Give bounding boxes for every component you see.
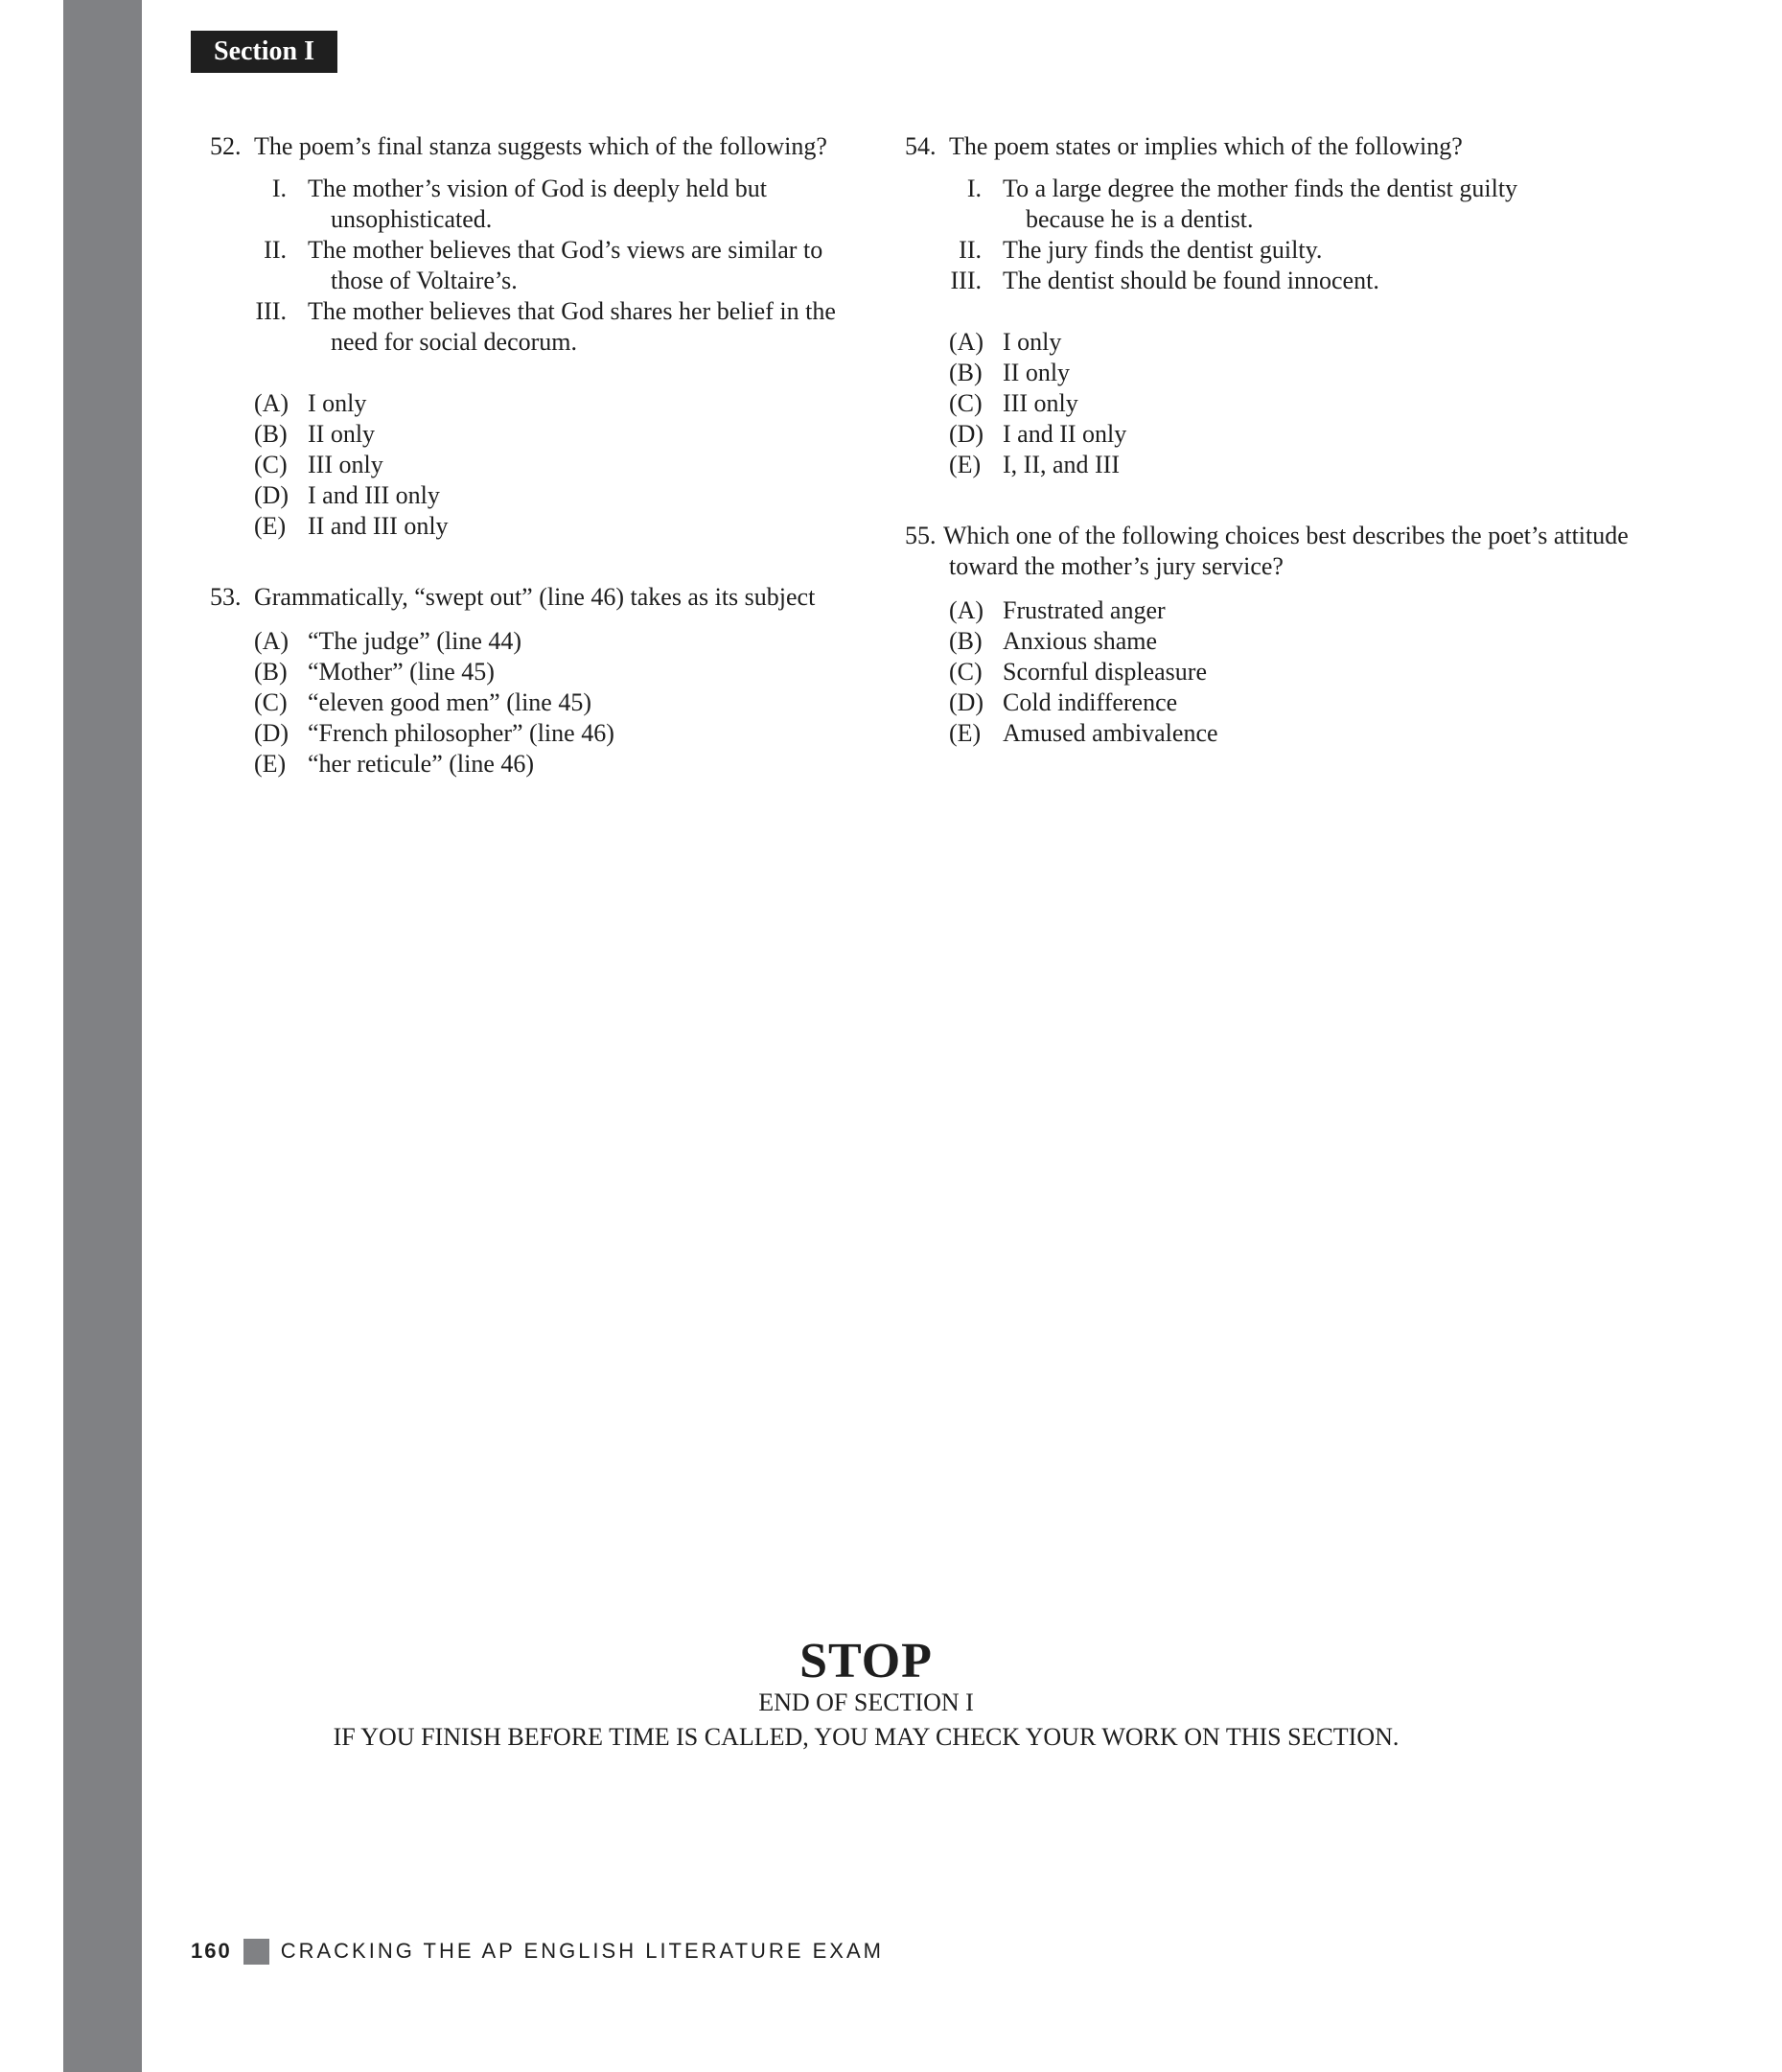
numeral-label: II. xyxy=(959,236,982,264)
stop-title: STOP xyxy=(799,1634,933,1688)
numeral-item xyxy=(252,235,843,296)
question-stem: Grammatically, “swept out” (line 46) takes as its subject xyxy=(254,583,816,611)
option-text: “Mother” (line 45) xyxy=(308,658,495,686)
question-stem: The poem’s final stanza suggests which of the following? xyxy=(254,132,827,160)
option-letter: (B) xyxy=(254,420,288,448)
numeral-item xyxy=(252,174,843,235)
question-stem: The poem states or implies which of the following? xyxy=(949,132,1463,160)
option-letter: (C) xyxy=(254,688,288,716)
numeral-item xyxy=(252,296,843,358)
section-tab: Section I xyxy=(191,31,337,73)
answer-option xyxy=(949,657,1633,687)
option-letter: (C) xyxy=(949,658,983,686)
option-text: “her reticule” (line 46) xyxy=(308,750,535,778)
numeral-label: III. xyxy=(255,297,287,325)
answer-option xyxy=(949,327,1633,358)
option-text: I only xyxy=(1003,328,1062,356)
question-54 xyxy=(905,131,1633,480)
option-text: I only xyxy=(308,389,367,417)
answer-options xyxy=(949,595,1633,749)
answer-option xyxy=(949,595,1633,626)
question-53 xyxy=(210,582,843,780)
option-text: Frustrated anger xyxy=(1003,596,1166,624)
option-text: “eleven good men” (line 45) xyxy=(308,688,591,716)
page-footer xyxy=(191,1936,884,1967)
option-text: Amused ambivalence xyxy=(1003,719,1218,747)
answer-option xyxy=(949,358,1633,388)
option-text: II only xyxy=(1003,359,1071,386)
option-letter: (C) xyxy=(254,451,288,478)
answer-option xyxy=(949,687,1633,718)
answer-option xyxy=(949,388,1633,419)
option-letter: (A) xyxy=(949,596,984,624)
page-sidebar-bar xyxy=(63,0,142,2072)
option-letter: (E) xyxy=(949,451,982,478)
option-text: III only xyxy=(308,451,383,478)
question-number: 54. xyxy=(905,132,937,160)
answer-option xyxy=(254,687,843,718)
option-text: I, II, and III xyxy=(1003,451,1120,478)
answer-option xyxy=(949,450,1633,480)
numeral-label: I. xyxy=(966,175,982,202)
numeral-label: III. xyxy=(950,267,982,294)
left-column xyxy=(210,131,843,780)
answer-option xyxy=(254,626,843,657)
answer-option xyxy=(254,511,843,542)
question-52 xyxy=(210,131,843,542)
numeral-text: The mother believes that God’s views are similar to those of Voltaire’s. xyxy=(308,236,823,294)
question-55 xyxy=(905,521,1633,749)
numeral-text: The dentist should be found innocent. xyxy=(1003,267,1379,294)
stop-notice xyxy=(142,1636,1590,1757)
numeral-label: I. xyxy=(271,175,287,202)
option-text: II only xyxy=(308,420,376,448)
option-letter: (D) xyxy=(949,420,984,448)
right-column xyxy=(905,131,1633,749)
option-text: Scornful displeasure xyxy=(1003,658,1208,686)
option-letter: (D) xyxy=(949,688,984,716)
option-letter: (B) xyxy=(949,359,983,386)
answer-option xyxy=(949,718,1633,749)
answer-option xyxy=(254,419,843,450)
option-letter: (E) xyxy=(949,719,982,747)
answer-option xyxy=(254,749,843,780)
question-number: 52. xyxy=(210,132,242,160)
numeral-item xyxy=(947,235,1522,266)
option-letter: (C) xyxy=(949,389,983,417)
running-title: CRACKING THE AP ENGLISH LITERATURE EXAM xyxy=(280,1939,884,1963)
answer-option xyxy=(254,480,843,511)
answer-options xyxy=(254,626,843,780)
end-of-section-label: END OF SECTION I xyxy=(758,1688,974,1716)
answer-option xyxy=(254,450,843,480)
option-letter: (B) xyxy=(949,627,983,655)
numeral-text: To a large degree the mother finds the dentist guilty because he is a dentist. xyxy=(1003,175,1518,233)
answer-option xyxy=(949,419,1633,450)
option-text: II and III only xyxy=(308,512,449,540)
numeral-text: The jury finds the dentist guilty. xyxy=(1003,236,1323,264)
question-number: 55. xyxy=(905,522,937,549)
numeral-item xyxy=(947,174,1522,235)
check-work-note: IF YOU FINISH BEFORE TIME IS CALLED, YOU MAY CHECK YOUR WORK ON THIS SECTION. xyxy=(333,1723,1400,1751)
numeral-label: II. xyxy=(264,236,287,264)
option-letter: (B) xyxy=(254,658,288,686)
option-text: Cold indifference xyxy=(1003,688,1178,716)
question-number: 53. xyxy=(210,583,242,611)
question-stem: Which one of the following choices best describes the poet’s attitude toward the mother’s jury service? xyxy=(943,522,1629,580)
option-letter: (D) xyxy=(254,719,289,747)
roman-numeral-list xyxy=(947,174,1522,296)
numeral-text: The mother believes that God shares her belief in the need for social decorum. xyxy=(308,297,836,356)
option-letter: (E) xyxy=(254,512,287,540)
option-letter: (A) xyxy=(254,627,289,655)
answer-option xyxy=(254,388,843,419)
option-letter: (A) xyxy=(254,389,289,417)
answer-option xyxy=(254,718,843,749)
footer-square-marker xyxy=(243,1939,269,1965)
option-letter: (E) xyxy=(254,750,287,778)
answer-options xyxy=(254,388,843,542)
option-text: I and II only xyxy=(1003,420,1127,448)
numeral-item xyxy=(947,266,1522,296)
option-text: “The judge” (line 44) xyxy=(308,627,522,655)
numeral-text: The mother’s vision of God is deeply held but unsophisticated. xyxy=(308,175,768,233)
page-number: 160 xyxy=(191,1939,232,1963)
option-letter: (A) xyxy=(949,328,984,356)
option-text: Anxious shame xyxy=(1003,627,1158,655)
option-text: “French philosopher” (line 46) xyxy=(308,719,614,747)
option-text: III only xyxy=(1003,389,1078,417)
roman-numeral-list xyxy=(252,174,843,358)
answer-options xyxy=(949,327,1633,480)
answer-option xyxy=(254,657,843,687)
option-text: I and III only xyxy=(308,481,440,509)
answer-option xyxy=(949,626,1633,657)
option-letter: (D) xyxy=(254,481,289,509)
